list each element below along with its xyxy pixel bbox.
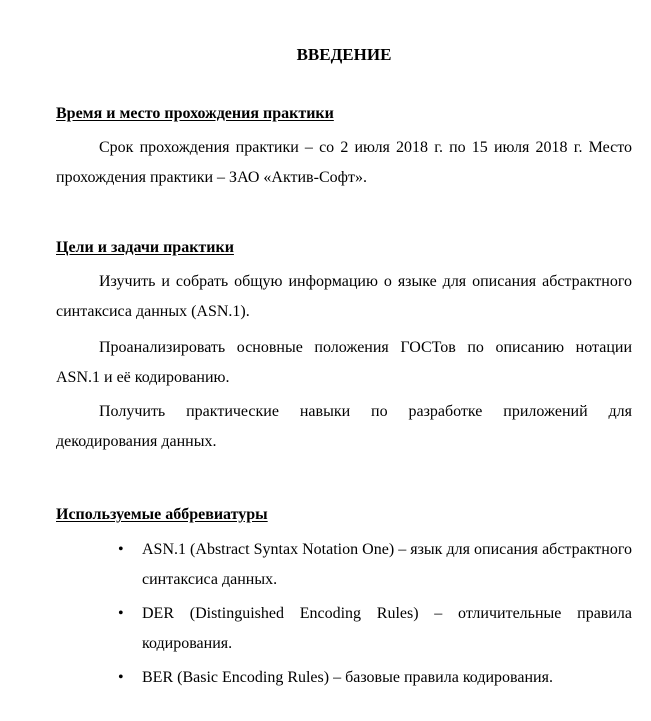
bullet-icon: • [118, 605, 124, 622]
section-heading-abbreviations: Используемые аббревиатуры [56, 506, 268, 523]
paragraph-goal-practical-skills: Получить практические навыки по разработке приложений для декодирования данных. [56, 403, 632, 450]
paragraph-goal-analyze-gost: Проанализировать основные положения ГОСТов по описанию нотации ASN.1 и её кодированию. [56, 339, 632, 386]
bullet-icon: • [118, 669, 124, 686]
list-item-der [56, 599, 632, 659]
list-item-text: DER (Distinguished Encoding Rules) – отличительные правила кодирования. [142, 605, 632, 652]
section-heading-time-place: Время и место прохождения практики [56, 105, 334, 122]
list-item-asn1 [56, 535, 632, 595]
section-heading-goals: Цели и задачи практики [56, 239, 234, 256]
bullet-icon: • [118, 541, 124, 558]
abbreviations-list [56, 535, 632, 697]
list-item-text: BER (Basic Encoding Rules) – базовые правила кодирования. [142, 669, 553, 686]
paragraph-goal-study-asn1: Изучить и собрать общую информацию о языке для описания абстрактного синтаксиса данных (ASN.1). [56, 273, 632, 320]
list-item-ber [56, 663, 632, 693]
list-item-text: ASN.1 (Abstract Syntax Notation One) – язык для описания абстрактного синтаксиса данных. [142, 541, 632, 588]
paragraph-practice-dates: Срок прохождения практики – со 2 июля 2018 г. по 15 июля 2018 г. Место прохождения практики – ЗАО «Актив-Софт». [56, 139, 632, 186]
document-title: ВВЕДЕНИЕ [296, 45, 392, 64]
